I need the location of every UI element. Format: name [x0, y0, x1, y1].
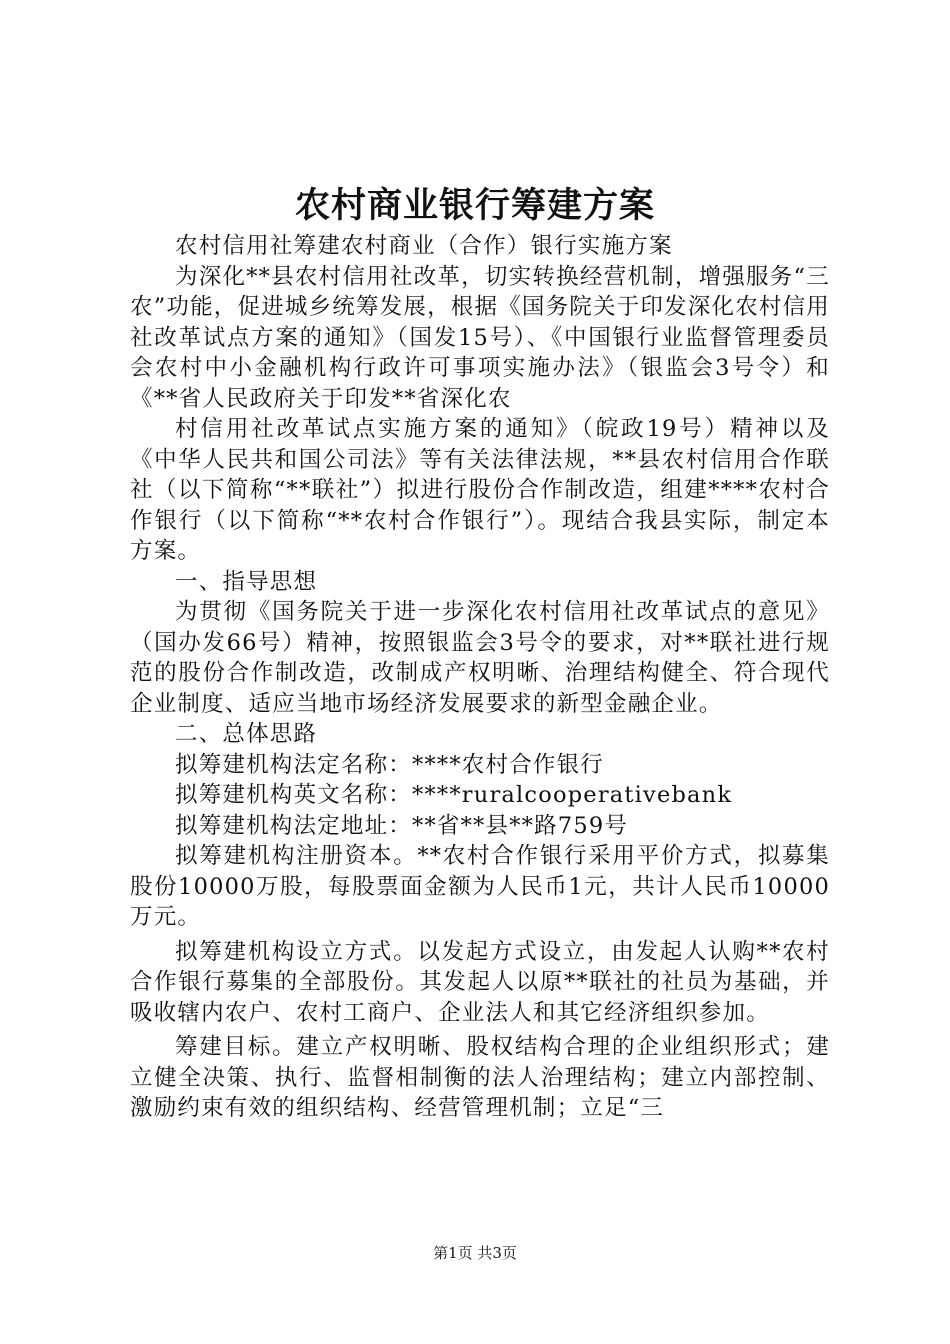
- paragraph-subtitle: 农村信用社筹建农村商业（合作）银行实施方案: [175, 233, 673, 259]
- paragraph-legal-name: 拟筹建机构法定名称：****农村合作银行: [175, 751, 605, 778]
- section-heading-overall-approach: 二、总体思路: [175, 721, 318, 747]
- paragraph-registered-capital: 拟筹建机构注册资本。**农村合作银行采用平价方式，拟募集股份10000万股，每股票面金额为人民币1元，共计人民币10000万元。: [130, 843, 830, 930]
- document-body: [130, 231, 830, 1124]
- paragraph-establishment-method: 拟筹建机构设立方式。以发起方式设立，由发起人认购**农村合作银行募集的全部股份。其发起人以原**联社的社员为基础，并吸收辖内农户、农村工商户、企业法人和其它经济组织参加。: [130, 938, 830, 1026]
- paragraph-establishment-goal: 筹建目标。建立产权明晰、股权结构合理的企业组织形式；建立健全决策、执行、监督相制衡的法人治理结构；建立内部控制、激励约束有效的组织结构、经营管理机制；立足“三: [130, 1034, 830, 1121]
- document-title: 农村商业银行筹建方案: [294, 185, 655, 226]
- page-footer: 第1页 共3页: [433, 1244, 517, 1262]
- paragraph-intro-continued: 村信用社改革试点实施方案的通知》（皖政19号）精神以及《中华人民共和国公司法》等有关法律法规，**县农村信用合作联社（以下简称“**联社”）拟进行股份合作制改造，组建****农村合作银行（以下简称“**农村合作银行”）。现结合我县实际，制定本方案。: [130, 416, 830, 564]
- paragraph-legal-address: 拟筹建机构法定地址：**省**县**路759号: [175, 812, 629, 839]
- section-heading-guiding-thought: 一、指导思想: [175, 568, 318, 595]
- paragraph-english-name: 拟筹建机构英文名称：****ruralcooperativebank: [175, 782, 733, 808]
- paragraph-intro: 为深化**县农村信用社改革，切实转换经营机制，增强服务“三农”功能，促进城乡统筹发展，根据《国务院关于印发深化农村信用社改革试点方案的通知》（国发15号）、《中国银行业监督管理委员会农村中小金融机构行政许可事项实施办法》（银监会3号令）和《**省人民政府关于印发**省深化农: [130, 263, 831, 412]
- paragraph-guiding-thought: 为贯彻《国务院关于进一步深化农村信用社改革试点的意见》（国办发66号）精神，按照银监会3号令的要求，对**联社进行规范的股份合作制改造，改制成产权明晰、治理结构健全、符合现代企业制度、适应当地市场经济发展要求的新型金融企业。: [130, 599, 830, 717]
